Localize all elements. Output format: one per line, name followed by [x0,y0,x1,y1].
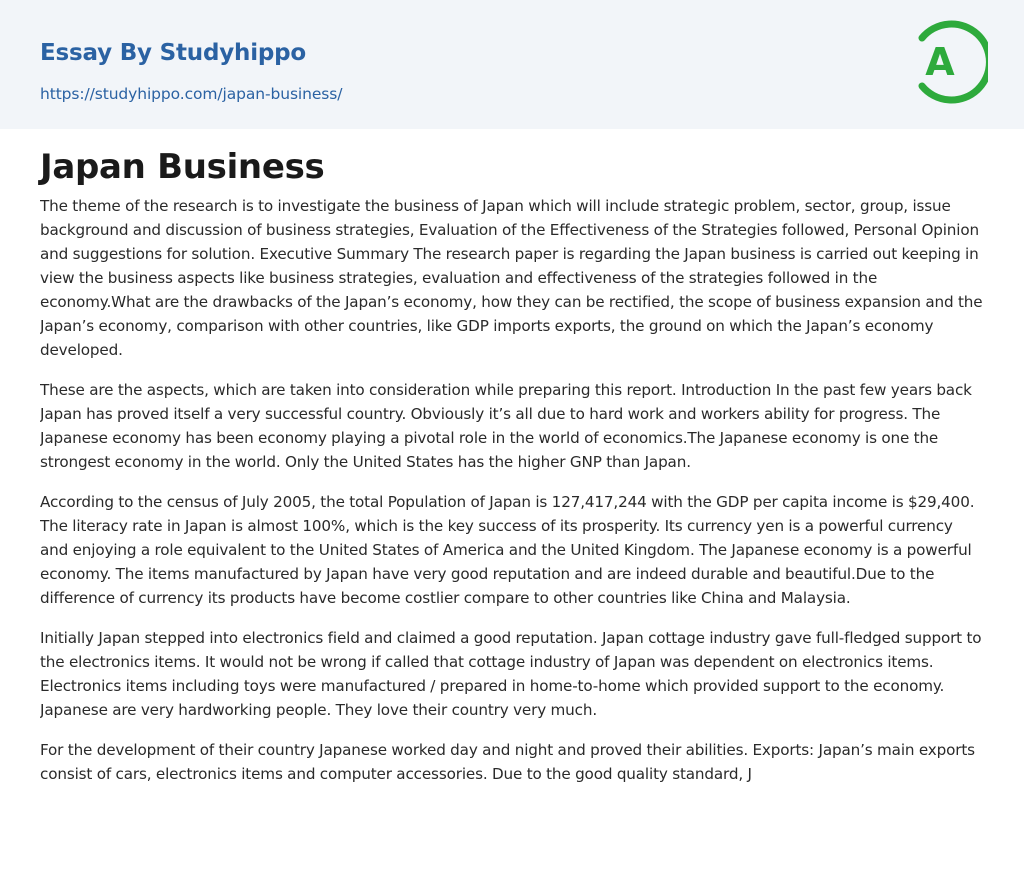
site-header [0,0,1024,129]
essay-content [40,194,984,891]
essay-paragraph: Initially Japan stepped into electronics field and claimed a good reputation. Japan cottage industry gave full-fledged support to the electronics items. It would not be wrong if called that cottage industry of Japan was dependent on electronics items. Electronics items including toys were manufactured / prepared in home-to-home which provided support to the economy. Japanese are very hardworking people. They love their country very much. [40,629,982,719]
essay-paragraph: These are the aspects, which are taken into consideration while preparing this report. Introduction In the past few years back Japan has proved itself a very successful country. Obviously it’s all due to hard work and workers ability for progress. The Japanese economy has been economy playing a pivotal role in the world of economics.The Japanese economy is one the strongest economy in the world. Only the United States has the higher GNP than Japan. [40,381,972,471]
studyhippo-logo-icon[interactable] [910,18,988,106]
brand-title[interactable]: Essay By Studyhippo [40,40,307,66]
essay-paragraph: For the development of their country Japanese worked day and night and proved their abilities. Exports: Japan’s main exports consist of cars, electronics items and computer accessories. Due to the good quality standard, J [40,741,975,783]
logo-letter: A [925,40,955,84]
page-title: Japan Business [40,147,325,187]
essay-paragraph: According to the census of July 2005, the total Population of Japan is 127,417,244 with the GDP per capita income is $29,400. The literacy rate in Japan is almost 100%, which is the key success of its prosperity. Its currency yen is a powerful currency and enjoying a role equivalent to the United States of America and the United Kingdom. The Japanese economy is a powerful economy. The items manufactured by Japan have very good reputation and are indeed durable and beautiful.Due to the difference of currency its products have become costlier compare to other countries like China and Malaysia. [40,493,975,607]
source-url-link[interactable]: https://studyhippo.com/japan-business/ [40,85,343,103]
essay-paragraph: The theme of the research is to investigate the business of Japan which will include strategic problem, sector, group, issue background and discussion of business strategies, Evaluation of the Effectiveness of the Strategies followed, Personal Opinion and suggestions for solution. Executive Summary The research paper is regarding the Japan business is carried out keeping in view the business aspects like business strategies, evaluation and effectiveness of the strategies followed in the economy.What are the drawbacks of the Japan’s economy, how they can be rectified, the scope of business expansion and the Japan’s economy, comparison with other countries, like GDP imports exports, the ground on which the Japan’s economy developed. [40,197,983,359]
